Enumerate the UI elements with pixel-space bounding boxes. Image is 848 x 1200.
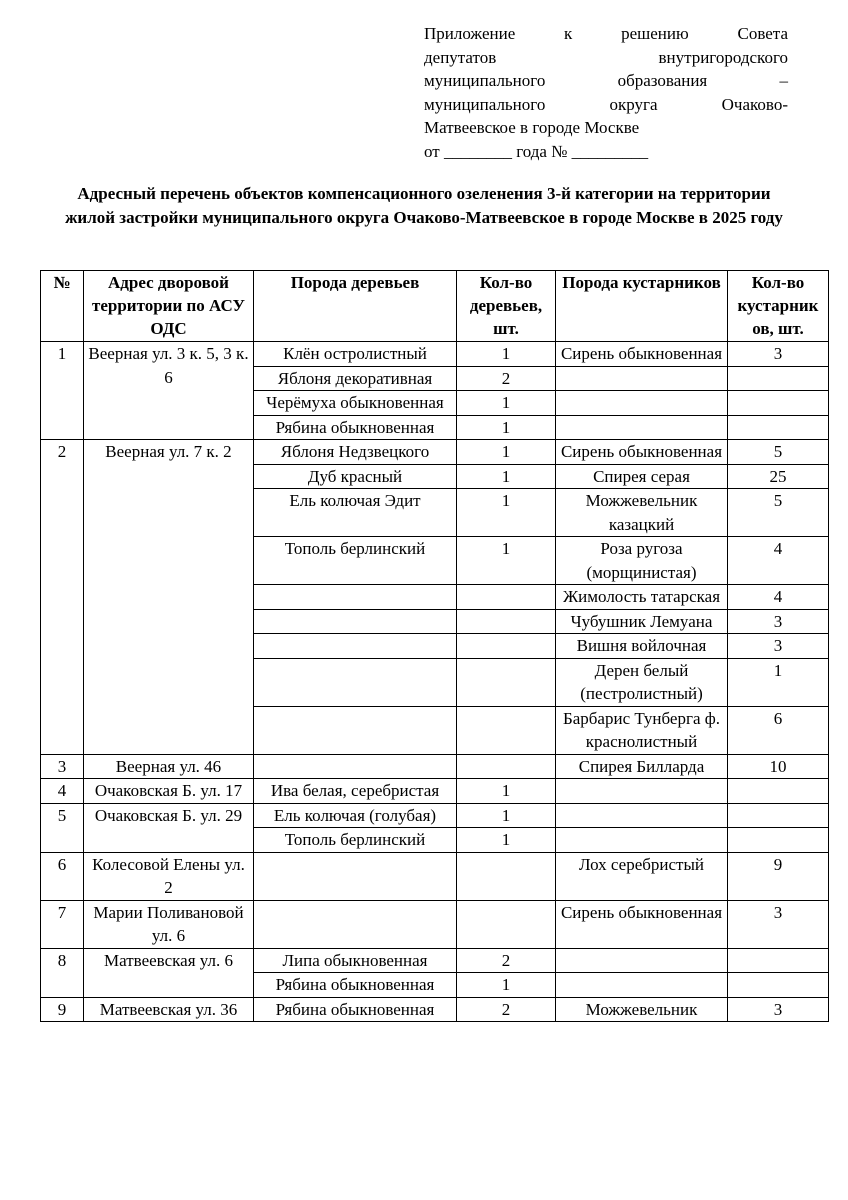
header-number: № [41, 271, 84, 342]
row-number: 1 [41, 342, 84, 440]
table-row [41, 900, 829, 948]
tree-species [254, 706, 457, 754]
tree-species [254, 852, 457, 900]
tree-count: 1 [457, 415, 556, 440]
shrub-count: 5 [728, 489, 829, 537]
tree-count [457, 634, 556, 659]
tree-count: 2 [457, 997, 556, 1022]
row-number: 9 [41, 997, 84, 1022]
shrub-count: 3 [728, 997, 829, 1022]
shrub-count: 25 [728, 464, 829, 489]
shrub-count [728, 415, 829, 440]
tree-count [457, 754, 556, 779]
table-row [41, 997, 829, 1022]
tree-species: Ива белая, серебристая [254, 779, 457, 804]
tree-count: 1 [457, 440, 556, 465]
shrub-species: Сирень обыкновенная [556, 342, 728, 367]
annex-line: депутатов внутригородского [424, 47, 788, 67]
tree-species: Дуб красный [254, 464, 457, 489]
row-address: Марии Поливановой ул. 6 [84, 900, 254, 948]
shrub-count [728, 828, 829, 853]
tree-count [457, 585, 556, 610]
shrub-count [728, 973, 829, 998]
tree-count [457, 609, 556, 634]
tree-count: 2 [457, 948, 556, 973]
shrub-species: Сирень обыкновенная [556, 900, 728, 948]
tree-species: Рябина обыкновенная [254, 415, 457, 440]
greening-table [40, 270, 829, 1022]
header-tree-species: Порода деревьев [254, 271, 457, 342]
tree-count [457, 658, 556, 706]
tree-count: 1 [457, 464, 556, 489]
annex-line: муниципального округа Очаково- [424, 94, 788, 114]
row-address: Очаковская Б. ул. 17 [84, 779, 254, 804]
tree-species: Рябина обыкновенная [254, 973, 457, 998]
table-row [41, 342, 829, 367]
row-address: Матвеевская ул. 36 [84, 997, 254, 1022]
shrub-species: Спирея Билларда [556, 754, 728, 779]
shrub-count [728, 779, 829, 804]
row-number: 2 [41, 440, 84, 755]
shrub-count [728, 803, 829, 828]
row-address: Матвеевская ул. 6 [84, 948, 254, 997]
tree-count [457, 852, 556, 900]
shrub-count: 3 [728, 342, 829, 367]
tree-species: Яблоня Недзвецкого [254, 440, 457, 465]
tree-species: Яблоня декоративная [254, 366, 457, 391]
shrub-species [556, 415, 728, 440]
tree-species: Тополь берлинский [254, 828, 457, 853]
tree-count: 1 [457, 342, 556, 367]
shrub-species [556, 973, 728, 998]
tree-species [254, 634, 457, 659]
shrub-species: Жимолость татарская [556, 585, 728, 610]
row-address: Очаковская Б. ул. 29 [84, 803, 254, 852]
shrub-count [728, 948, 829, 973]
tree-count: 1 [457, 537, 556, 585]
shrub-species: Сирень обыкновенная [556, 440, 728, 465]
table-row [41, 948, 829, 973]
shrub-species: Роза ругоза (морщинистая) [556, 537, 728, 585]
tree-count: 1 [457, 779, 556, 804]
row-number: 6 [41, 852, 84, 900]
annex-header [424, 22, 788, 163]
tree-species [254, 900, 457, 948]
header-shrub-count: Кол-во кустарник ов, шт. [728, 271, 829, 342]
header-tree-count: Кол-во деревьев, шт. [457, 271, 556, 342]
table-header-row [41, 271, 829, 342]
shrub-species [556, 948, 728, 973]
table-row [41, 779, 829, 804]
tree-count: 1 [457, 489, 556, 537]
tree-species [254, 754, 457, 779]
table-row [41, 440, 829, 465]
shrub-count [728, 391, 829, 416]
tree-species: Тополь берлинский [254, 537, 457, 585]
tree-species [254, 585, 457, 610]
shrub-count: 9 [728, 852, 829, 900]
shrub-species [556, 779, 728, 804]
shrub-count: 4 [728, 537, 829, 585]
shrub-count: 3 [728, 900, 829, 948]
row-number: 8 [41, 948, 84, 997]
tree-species: Клён остролистный [254, 342, 457, 367]
tree-count [457, 706, 556, 754]
table-row [41, 803, 829, 828]
shrub-species: Можжевельник [556, 997, 728, 1022]
shrub-count: 3 [728, 609, 829, 634]
row-number: 7 [41, 900, 84, 948]
shrub-count: 5 [728, 440, 829, 465]
tree-count [457, 900, 556, 948]
annex-line: Приложение к решению Совета [424, 24, 788, 43]
shrub-species: Вишня войлочная [556, 634, 728, 659]
shrub-species [556, 803, 728, 828]
shrub-species: Дерен белый (пестролистный) [556, 658, 728, 706]
tree-count: 1 [457, 973, 556, 998]
shrub-species [556, 391, 728, 416]
shrub-count: 10 [728, 754, 829, 779]
tree-count: 1 [457, 828, 556, 853]
tree-count: 1 [457, 391, 556, 416]
tree-species: Ель колючая Эдит [254, 489, 457, 537]
shrub-species: Можжевельник казацкий [556, 489, 728, 537]
annex-date-line: от ________ года № _________ [424, 141, 649, 161]
row-address: Колесовой Елены ул. 2 [84, 852, 254, 900]
header-shrub-species: Порода кустарников [556, 271, 728, 342]
header-address: Адрес дворовой территории по АСУ ОДС [84, 271, 254, 342]
shrub-species [556, 828, 728, 853]
shrub-species: Лох серебристый [556, 852, 728, 900]
shrub-species: Чубушник Лемуана [556, 609, 728, 634]
shrub-species [556, 366, 728, 391]
tree-species [254, 609, 457, 634]
row-number: 4 [41, 779, 84, 804]
shrub-count: 3 [728, 634, 829, 659]
shrub-count: 4 [728, 585, 829, 610]
row-number: 3 [41, 754, 84, 779]
document-title: Адресный перечень объектов компенсационного озеленения 3-й категории на территории жилой застройки муниципального округа Очаково-Матвеевское в городе Москве в 2025 году [65, 184, 783, 227]
annex-line: муниципального образования – [424, 71, 788, 90]
annex-line: Матвеевское в городе Москве [424, 118, 640, 137]
shrub-species: Спирея серая [556, 464, 728, 489]
row-address: Веерная ул. 7 к. 2 [84, 440, 254, 755]
shrub-count: 1 [728, 658, 829, 706]
table-row [41, 754, 829, 779]
tree-species: Черёмуха обыкновенная [254, 391, 457, 416]
tree-species: Рябина обыкновенная [254, 997, 457, 1022]
tree-count: 1 [457, 803, 556, 828]
shrub-count [728, 366, 829, 391]
tree-species: Ель колючая (голубая) [254, 803, 457, 828]
row-address: Веерная ул. 3 к. 5, 3 к. 6 [84, 342, 254, 440]
row-number: 5 [41, 803, 84, 852]
tree-count: 2 [457, 366, 556, 391]
tree-species: Липа обыкновенная [254, 948, 457, 973]
shrub-species: Барбарис Тунберга ф. краснолистный [556, 706, 728, 754]
tree-species [254, 658, 457, 706]
table-row [41, 852, 829, 900]
shrub-count: 6 [728, 706, 829, 754]
row-address: Веерная ул. 46 [84, 754, 254, 779]
